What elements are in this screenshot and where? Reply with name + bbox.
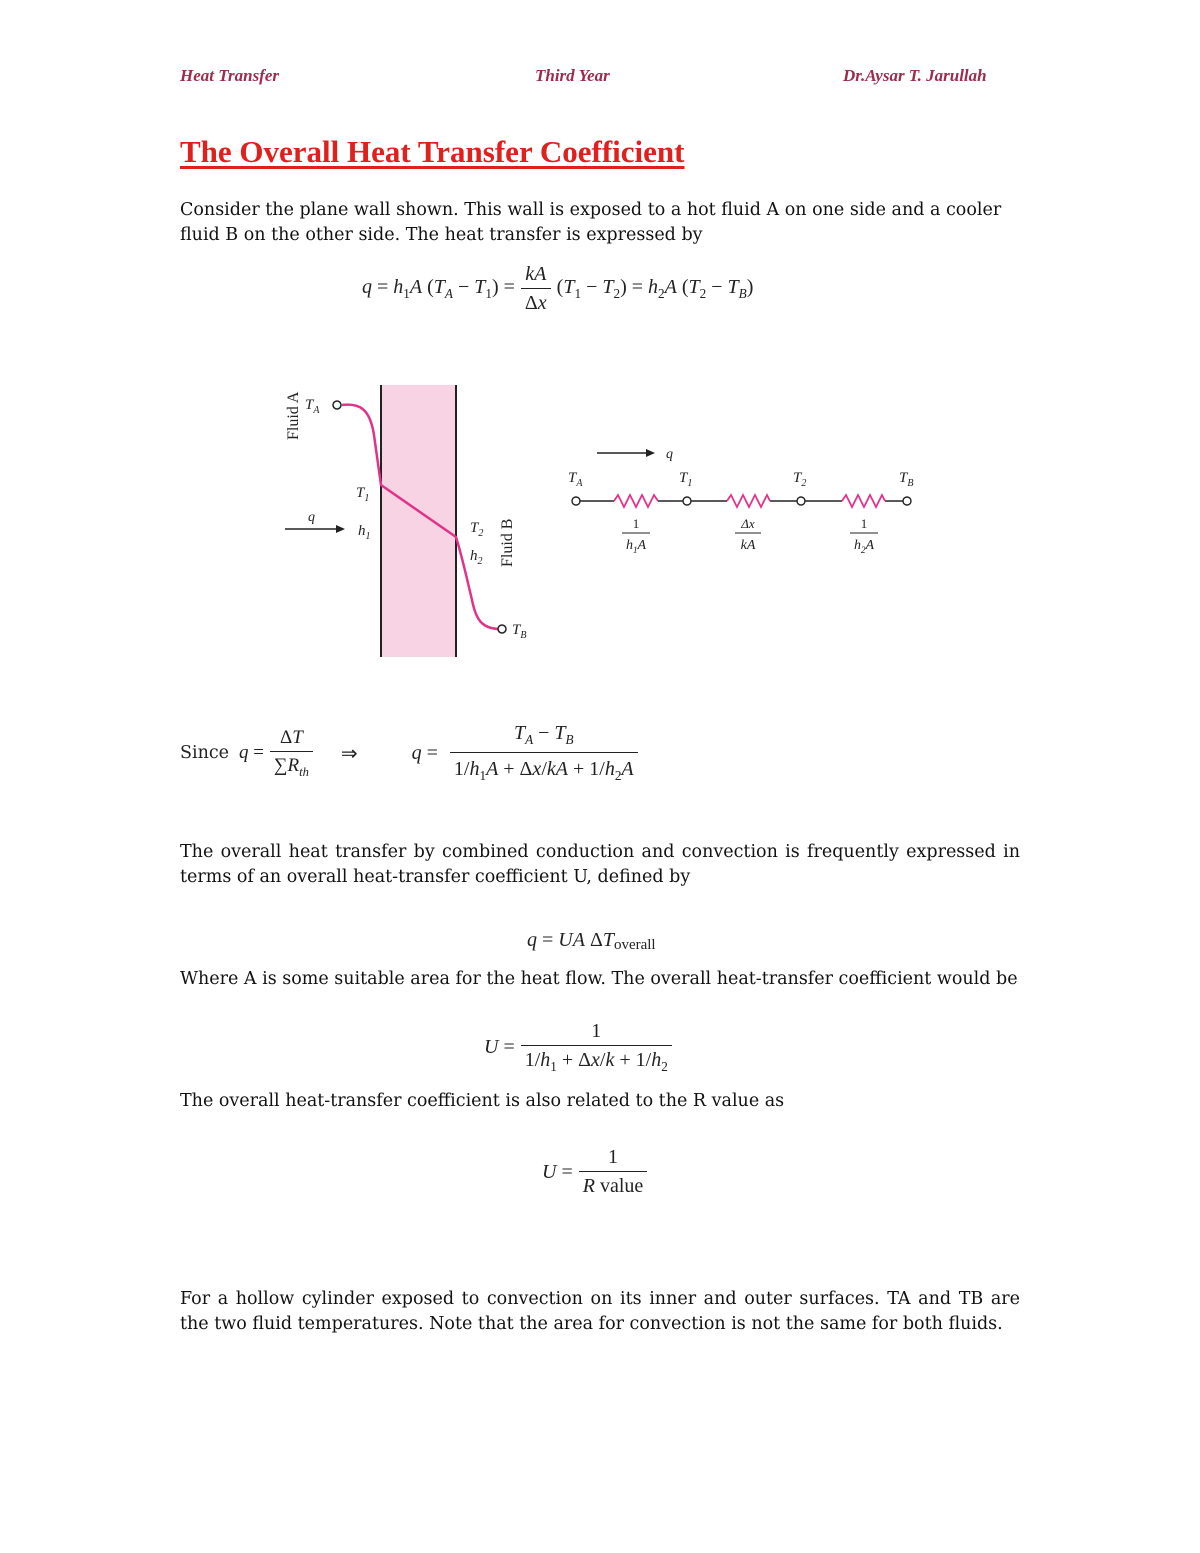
paragraph-r-value: The overall heat-transfer coefficient is also related to the R value as xyxy=(180,1091,785,1111)
r-value-word: value xyxy=(599,1175,644,1197)
resistor-3-num: 1 xyxy=(860,516,868,531)
equation-q-ua: q = UA ΔT $_{overall}$ xyxy=(527,928,656,953)
thermal-circuit xyxy=(562,435,922,560)
circuit-label-t2: $T_2$ xyxy=(793,470,807,489)
circuit-label-tb: $T_B$ xyxy=(899,470,914,489)
t2-label: $T_2$ xyxy=(470,520,484,539)
resistor-2 xyxy=(727,495,770,507)
equation-u-r-value: U = $\frac{1}{\text{R value}}$ xyxy=(542,1141,653,1203)
since-word: Since xyxy=(180,743,230,763)
circuit-label-t1: $T_1$ xyxy=(679,470,693,489)
resistor-2-num: Δx xyxy=(741,516,755,531)
circuit-resistors xyxy=(614,495,885,507)
ta-label: $T_A$ xyxy=(305,397,320,416)
tb-node xyxy=(498,625,506,633)
plane-wall-figure xyxy=(270,375,560,665)
ta-node xyxy=(333,401,341,409)
paragraph-hollow-cylinder: For a hollow cylinder exposed to convection on its inner and outer surfaces. TA and TB are the two fluid temperatures. Note that the area for convection is not the same for both fluids. xyxy=(180,1289,1020,1334)
resistor-3 xyxy=(842,495,885,507)
header-year: Third Year xyxy=(535,66,610,85)
fluid-b-label: Fluid B xyxy=(499,518,516,567)
wall-fill xyxy=(381,385,456,657)
implies-arrow: ⇒ xyxy=(340,742,358,765)
circuit-node-ta xyxy=(572,497,580,505)
paragraph-intro: Consider the plane wall shown. This wall is exposed to a hot fluid A on one side and a cooler fluid B on the other side. The heat transfer is expressed by xyxy=(180,200,1002,245)
paragraph-area: Where A is some suitable area for the heat flow. The overall heat-transfer coefficient would be xyxy=(180,969,1018,989)
equation-since: Since q = $\frac{\Delta T}{\sum R_{th}}$ ⇒ q = $\frac{T_A - T_B}{1/h_1A + \Delta x/kA + 1/h_2A}$ xyxy=(180,720,650,786)
t1-label: $T_1$ xyxy=(356,485,370,504)
resistor-1 xyxy=(614,495,658,507)
circuit-node-t2 xyxy=(797,497,805,505)
overall-subscript: overall xyxy=(613,936,656,953)
equation-heat-rate: $q = h_1A$ $(T_A - T_1)$ = $\frac{kA}{\Delta x}$ $(T_1 - T_2) = h_2A$ $(T_2 - T_B)$ xyxy=(362,263,754,314)
page-title: The Overall Heat Transfer Coefficient xyxy=(180,134,685,169)
header-author: Dr.Aysar T. Jarullah xyxy=(843,66,987,85)
h2-label: $h_2$ xyxy=(470,548,483,567)
paragraph-overall-definition: The overall heat transfer by combined conduction and convection is frequently expressed in terms of an overall heat-transfer coefficient U, defined by xyxy=(180,842,1020,887)
resistor-3-den: $h_2A$ xyxy=(853,538,875,555)
circuit-node-tb xyxy=(903,497,911,505)
resistor-1-den: $h_1A$ xyxy=(625,538,647,555)
header-course: Heat Transfer xyxy=(180,66,280,85)
equation-u-plane-wall: U = $\frac{1}{1/h_1 + \Delta x/k + 1/h_2}$ xyxy=(484,1016,678,1078)
heat-flow-q-label: q xyxy=(308,510,315,525)
circuit-label-ta: $T_A$ xyxy=(568,470,583,489)
resistor-2-den: kA xyxy=(740,538,756,553)
resistor-1-num: 1 xyxy=(632,516,640,531)
tb-label: $T_B$ xyxy=(512,622,527,641)
fluid-a-label: Fluid A xyxy=(285,391,302,440)
circuit-node-t1 xyxy=(683,497,691,505)
h1-label: $h_1$ xyxy=(358,523,371,542)
circuit-q-label: q xyxy=(666,447,673,462)
